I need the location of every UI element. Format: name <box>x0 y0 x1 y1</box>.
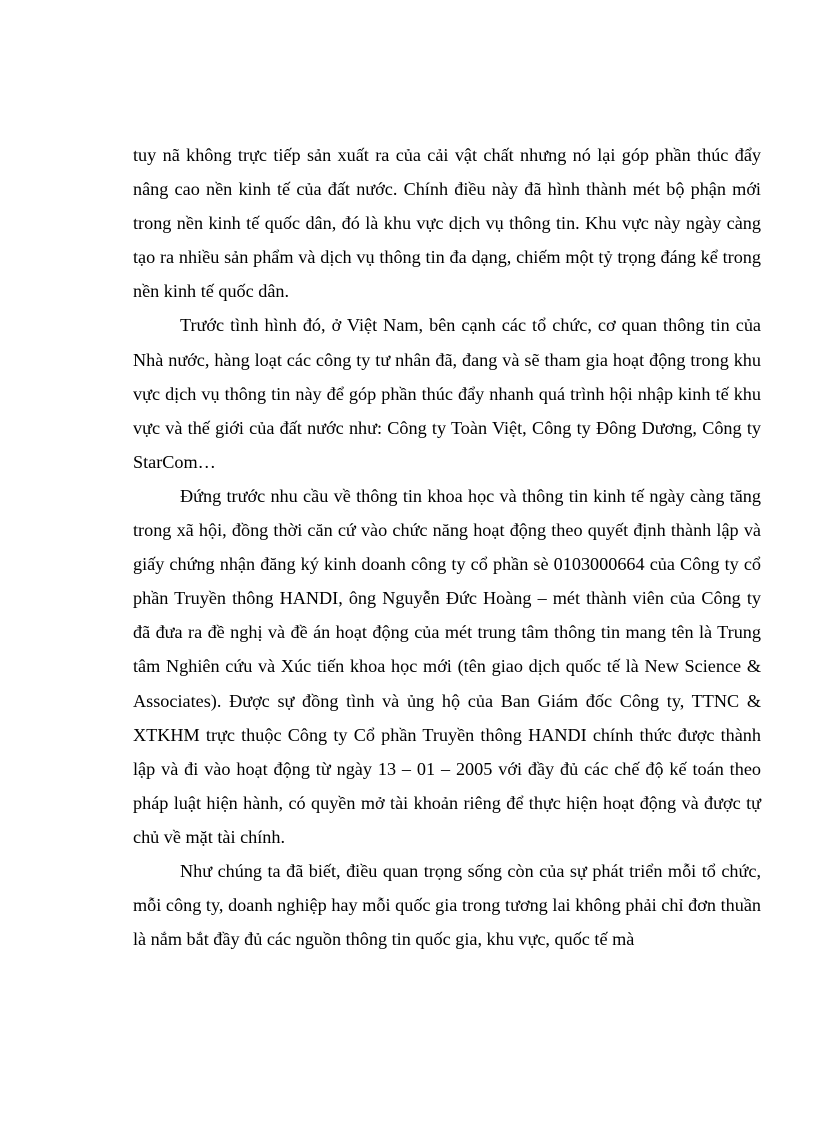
document-page <box>133 138 761 956</box>
paragraph-3: Đứng trước nhu cầu về thông tin khoa học và thông tin kinh tế ngày càng tăng trong xã hội, đồng thời căn cứ vào chức năng hoạt động theo quyết định thành lập và giấy chứng nhận đăng ký kinh doanh công ty cổ phần sè 0103000664 của Công ty cổ phần Truyền thông HANDI, ông Nguyễn Đức Hoàng – mét thành viên của Công ty đã đưa ra đề nghị và đề án hoạt động của mét trung tâm thông tin mang tên là Trung tâm Nghiên cứu và Xúc tiến khoa học mới (tên giao dịch quốc tế là New Science & Associates). Được sự đồng tình và ủng hộ của Ban Giám đốc Công ty, TTNC & XTKHM trực thuộc Công ty Cổ phần Truyền thông HANDI chính thức được thành lập và đi vào hoạt động từ ngày 13 – 01 – 2005 với đầy đủ các chế độ kế toán theo pháp luật hiện hành, có quyền mở tài khoản riêng để thực hiện hoạt động và được tự chủ về mặt tài chính. <box>133 485 761 847</box>
paragraph-1: tuy nã không trực tiếp sản xuất ra của cải vật chất nhưng nó lại góp phần thúc đẩy nâng cao nền kinh tế của đất nước. Chính điều này đã hình thành mét bộ phận mới trong nền kinh tế quốc dân, đó là khu vực dịch vụ thông tin. Khu vực này ngày càng tạo ra nhiều sản phẩm và dịch vụ thông tin đa dạng, chiếm một tỷ trọng đáng kể trong nền kinh tế quốc dân. <box>133 145 761 302</box>
paragraph-4: Như chúng ta đã biết, điều quan trọng sống còn của sự phát triển mỗi tổ chức, mỗi công ty, doanh nghiệp hay mỗi quốc gia trong tương lai không phải chỉ đơn thuần là nắm bắt đầy đủ các nguồn thông tin quốc gia, khu vực, quốc tế mà <box>133 860 761 950</box>
paragraph-2: Trước tình hình đó, ở Việt Nam, bên cạnh các tổ chức, cơ quan thông tin của Nhà nước, hàng loạt các công ty tư nhân đã, đang và sẽ tham gia hoạt động trong khu vực dịch vụ thông tin này để góp phần thúc đẩy nhanh quá trình hội nhập kinh tế khu vực và thế giới của đất nước như: Công ty Toàn Việt, Công ty Đông Dương, Công ty StarCom… <box>133 315 761 472</box>
